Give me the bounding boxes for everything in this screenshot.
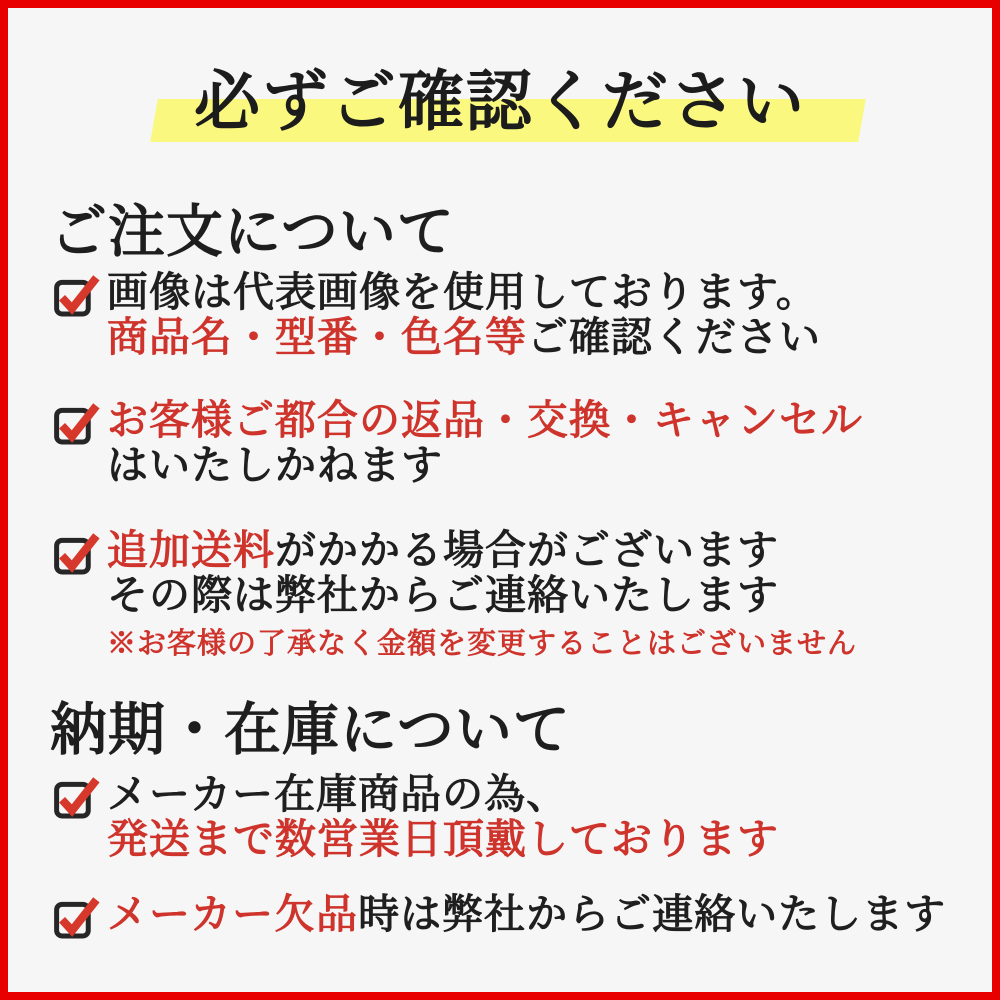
checklist-item-representative-image (53, 270, 972, 360)
price-change-note (107, 627, 857, 661)
text-segment: 時は弊社からご連絡いたします (358, 891, 947, 937)
item-line (107, 398, 863, 443)
checklist-item-extra-shipping (53, 528, 972, 661)
text-segment: 追加送料 (107, 527, 275, 573)
item-line (107, 528, 857, 573)
item-line (107, 772, 779, 817)
item-line (107, 443, 863, 488)
checkbox-check-icon (53, 775, 100, 819)
section-heading-order: ご注文について (50, 201, 455, 264)
checklist-item-returns (53, 398, 972, 488)
checkbox-check-icon (53, 895, 100, 939)
text-segment: がかかる場合がございます (275, 527, 779, 573)
item-line (107, 892, 946, 937)
text-segment: 発送まで数営業日頂戴しております (107, 816, 779, 862)
checkbox-check-icon (53, 273, 100, 317)
page-title: 必ずご確認ください (194, 66, 806, 139)
item-line (107, 817, 779, 862)
text-segment: メーカー在庫商品の為、 (107, 771, 569, 817)
item-line (107, 270, 821, 315)
text-segment: 画像は代表画像を使用しております。 (107, 269, 818, 315)
text-segment: その際は弊社からご連絡いたします (107, 572, 779, 618)
section-heading-stock: 納期・在庫について (50, 699, 571, 762)
checklist-item-maker-shortage (53, 892, 972, 939)
text-segment: ※お客様の了承なく金額を変更することはございません (107, 628, 858, 660)
item-line (107, 315, 821, 360)
text-segment: 商品名・型番・色名等 (107, 314, 527, 360)
checkbox-check-icon (53, 401, 100, 445)
checkbox-check-icon (53, 531, 100, 575)
text-segment: メーカー欠品 (107, 891, 359, 937)
item-line (107, 573, 857, 618)
checklist-item-maker-stock (53, 772, 972, 862)
text-segment: お客様ご都合の返品・交換・キャンセル (107, 397, 863, 443)
text-segment: はいたしかねます (107, 442, 443, 488)
text-segment: ご確認ください (527, 314, 821, 360)
